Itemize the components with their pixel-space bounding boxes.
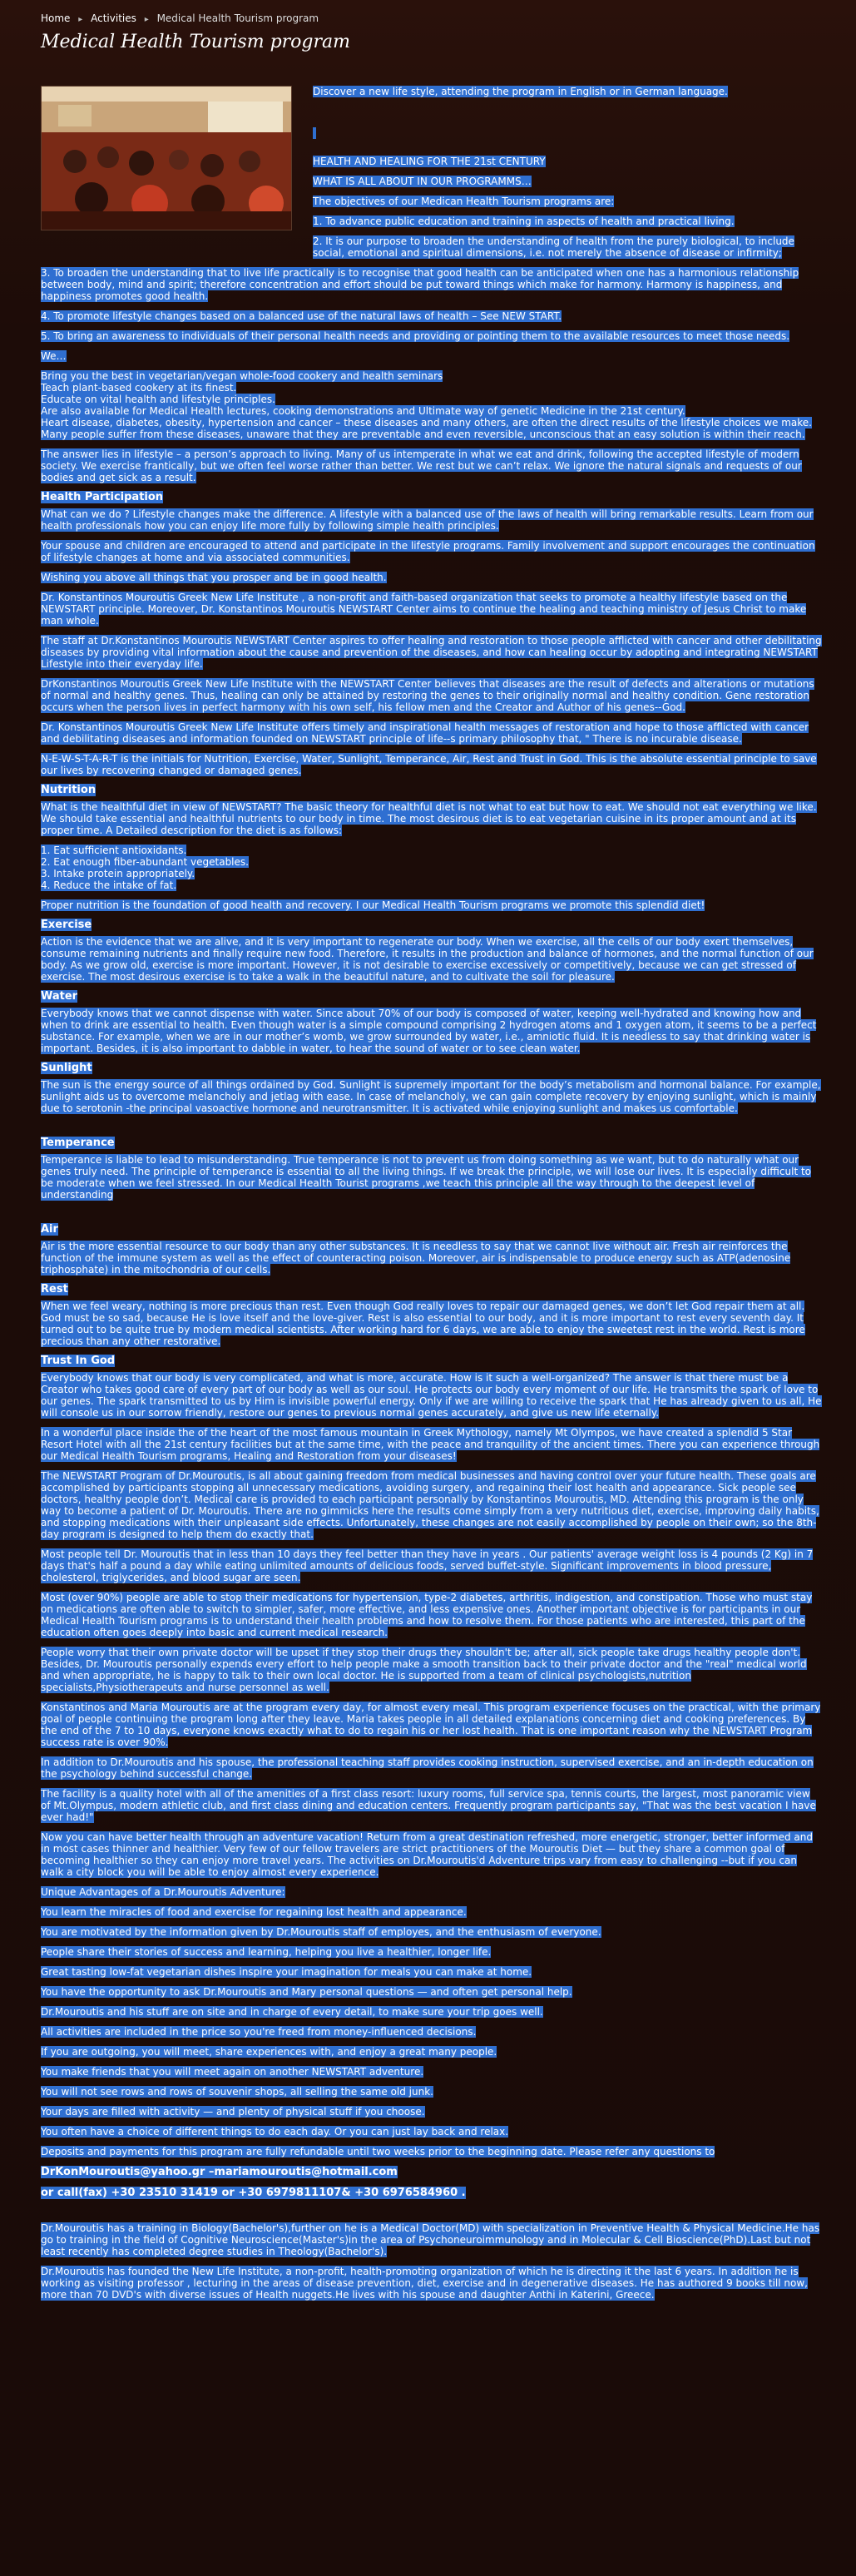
paragraph: The NEWSTART Program of Dr.Mouroutis, is all about gaining freedom from medical businesses and having control over your future health. These goals are accomplished by participants stopping all unnecessary medications, avoiding surgery, and regaining their lost health and appearance. Sick people see doctors, healthy people don’t. Medical care is provided to each participant personally by Konstantinos Mouroutis, MD. Attending this program is the only way to become a patient of Dr. Mouroutis. There are no gimmicks here the results come simply from a very nutritious diet, exercise, improving daily habits, and stopping medications with their unpleasant side effects. Unfortunately, these changes are not easily accomplished by people on their own; so the 8th-day program is designed to help them do exactly that. [41,1470,819,1540]
contact-phone: or call(fax) +30 23510 31419 or +30 6979811107& +30 6976584960 . [41,2187,466,2199]
article-body [41,86,823,2309]
advantage-item: People share their stories of success and learning, helping you live a healthier, longer life. [41,1946,492,1958]
section-heading: Exercise [41,919,92,931]
paragraph: People worry that their own private doctor will be upset if they stop their drugs they shouldn't be; after all, sick people take drugs healthy people don't. Besides, Dr. Mouroutis personally expends every effort to help people make a smooth transition back to their private doctor and the "real" medical world and when appropriate, he is happy to talk to their own local doctor. He is supported from a team of clinical psychologists,nutrition specialists,Physiotherapeuts and nurse personnel as well. [41,1647,807,1693]
paragraph: Now you can have better health through an adventure vacation! Return from a great destination refreshed, more energetic, stronger, better informed and in most cases thinner and healthier. Very few of our fellow travelers are strict practitioners of the Mouroutis Diet — but they share a common goal of becoming healthier so they can enjoy more travel years. The activities on Dr.Mouroutis'd Adventure trips vary from easy to challenging --but if you can walk a city block you will be able to enjoy almost every experience. [41,1831,813,1878]
advantage-item: Great tasting low-fat vegetarian dishes inspire your imagination for meals you can make at home. [41,1966,532,1978]
intro-heading: The objectives of our Medican Health Tourism programs are: [313,196,615,207]
paragraph: The facility is a quality hotel with all of the amenities of a first class resort: luxury rooms, full service spa, tennis courts, the largest, most panoramic view of Mt.Olympus, modern athletic club, and first class dining and education centers. Frequently program participants say, "That was the best vacation I have ever had!" [41,1788,816,1823]
paragraph: Konstantinos and Maria Mouroutis are at the program every day, for almost every meal. This program experience focuses on the practical, with the primary goal of people continuing the program long after they leave. Maria takes people in all detailed explanations concerning diet and cooking preferences. By the end of the 7 to 10 days, everyone knows exactly what to do to regain his or her lost health. That is one important reason why the NEWSTART Program success rate is over 90%. [41,1702,821,1748]
section-heading: Temperance [41,1137,115,1149]
advantage-item: You will not see rows and rows of souvenir shops, all selling the same old junk. [41,2086,433,2098]
advantage-item: Deposits and payments for this program are fully refundable until two weeks prior to the beginning date. Please refer any questions to [41,2146,715,2157]
list-item: 3. Intake protein appropriately. [41,868,195,879]
breadcrumb-separator-icon: ▸ [78,15,83,24]
intro-heading: HEALTH AND HEALING FOR THE 21st CENTURY [313,156,546,167]
breadcrumb-home[interactable]: Home [41,12,71,24]
advantage-item: If you are outgoing, you will meet, share experiences with, and enjoy a great many people. [41,2046,497,2058]
objective-item: 4. To promote lifestyle changes based on a balanced use of the natural laws of health – See NEW START. [41,310,562,322]
section-heading: Trust In God [41,1355,116,1367]
advantages-heading: Unique Advantages of a Dr.Mouroutis Adventure: [41,1886,285,1898]
we-heading: We… [41,350,67,362]
advantage-item: You have the opportunity to ask Dr.Mouroutis and Mary personal questions — and often get personal help. [41,1986,572,1998]
paragraph: What is the healthful diet in view of NEWSTART? The basic theory for healthful diet is not what to eat but how to eat. We should not eat everything we like. We should take essential and healthful nutrients to our body in time. The most desirous diet is to eat vegetarian cuisine in its proper amount and at its proper time. A Detailed description for the diet is as follows: [41,801,817,836]
paragraph: The sun is the energy source of all things ordained by God. Sunlight is supremely important for the body’s metabolism and hormonal balance. For example, sunlight aids us to overcome melancholy and jetlag with ease. In case of melancholy, we can gain complete recovery by enjoying sunlight, which is mainly due to serotonin -the principal vasoactive hormone and neurotransmitter. It is activated while enjoying sunlight and makes us comfortable. [41,1079,821,1114]
paragraph: In addition to Dr.Mouroutis and his spouse, the professional teaching staff provides cooking instruction, supervised exercise, and an in-depth education on the psychology behind successful change. [41,1756,814,1780]
section-heading: Water [41,990,78,1003]
section-heading: Health Participation [41,491,164,503]
advantage-item: You learn the miracles of food and exercise for regaining lost health and appearance. [41,1906,467,1918]
paragraph: When we feel weary, nothing is more precious than rest. Even though God really loves to repair our damaged genes, we don’t let God repair them at all. God must be so sad, because He is love itself and the love-giver. Rest is also essential to our body, and it is more important to rest every seventh day. It turned out to be quite true by modern medical scientists. After working hard for 6 days, we are able to enjoy the sweetest rest in the world. Rest is more precious than any other restorative. [41,1300,805,1347]
list-item: 4. Reduce the intake of fat. [41,879,177,891]
breadcrumb-current: Medical Health Tourism program [156,12,319,24]
intro-lead: Discover a new life style, attending the program in English or in German language. [313,86,728,97]
bio-paragraph: Dr.Mouroutis has founded the New Life Institute, a non-profit, health-promoting organization of which he is directing it the last 6 years. In addition he is working as visiting professor , lecturing in the areas of disease prevention, diet, exercise and in degenerative diseases. He has authored 9 books till now, more than 70 DVD's with diverse issues of Health nuggets.He lives with his spouse and daughter Anthi in Katerini, Greece. [41,2266,808,2301]
we-list [41,370,823,440]
we-item: Many people suffer from these diseases, unaware that they are preventable and even reversible, unconscious that an easy solution is within their reach. [41,429,805,440]
diet-list [41,845,823,891]
objective-item: 1. To advance public education and training in aspects of health and practical living. [313,215,735,227]
paragraph: Action is the evidence that we are alive, and it is very important to regenerate our body. When we exercise, all the cells of our body exert themselves, consume remaining nutrients and finally require new food. Therefore, it results in the production and balance of hormones, and the normal function of our body. As we grow old, exercise is more important. However, it is not desirable to exercise excessively or competitively, because we can get stressed of exercise. The most desirous exercise is to take a walk in the beautiful nature, and to cultivate the soil for pleasure. [41,936,814,983]
paragraph: Most (over 90%) people are able to stop their medications for hypertension, type-2 diabetes, arthritis, indigestion, and constipation. Those who must stay on medications are often able to switch to simpler, safer, more effective, and less expensive ones. Another important objective is for participants in our Medical Health Tourism programs is to understand their health problems and how to resolve them. For those patients who are interested, this part of the education often goes deeply into basic and current medical research. [41,1592,813,1638]
paragraph: N-E-W-S-T-A-R-T is the initials for Nutrition, Exercise, Water, Sunlight, Temperance, Air, Rest and Trust in God. This is the absolute essential principle to save our lives by recovering changed or damaged genes. [41,753,817,776]
we-item: Teach plant-based cookery at its finest. [41,382,237,394]
paragraph: Dr. Konstantinos Mouroutis Greek New Life Institute , a non-profit and faith-based organization that seeks to promote a healthy lifestyle based on the NEWSTART principle. Moreover, Dr. Konstantinos Mouroutis NEWSTART Center aims to continue the healing and teaching ministry of Jesus Christ to make man whole. [41,592,807,627]
paragraph: Your spouse and children are encouraged to attend and participate in the lifestyle programs. Family involvement and support encourages the continuation of lifestyle changes at home and via associated communities. [41,540,815,563]
breadcrumb [41,12,324,26]
objective-item: 2. It is our purpose to broaden the understanding of health from the purely biological, to include social, emotional and spiritual dimensions, i.e. not merely the absence of disease or infirmity; [313,235,794,259]
list-item: 2. Eat enough fiber-abundant vegetables. [41,856,249,868]
advantage-item: Dr.Mouroutis and his stuff are on site and in charge of every detail, to make sure your trip goes well. [41,2006,543,2018]
we-item: Educate on vital health and lifestyle principles. [41,394,275,405]
breadcrumb-separator-icon: ▸ [144,15,149,24]
section-heading: Nutrition [41,784,96,796]
paragraph: Most people tell Dr. Mouroutis that in less than 10 days they feel better than they have in years . Our patients' average weight loss is 4 pounds (2 Kg) in 7 days that's half a pound a day while eating unlimited amounts of delicious foods, served buffet-style. Significant improvements in blood pressure, cholesterol, triglycerides, and blood sugar are seen. [41,1548,814,1583]
section-heading: Air [41,1223,58,1236]
paragraph: What can we do ? Lifestyle changes make the difference. A lifestyle with a balanced use of the laws of health will bring remarkable results. Learn from our health professionals how you can enjoy life more fully by following simple health principles. [41,508,814,532]
paragraph: Everybody knows that we cannot dispense with water. Since about 70% of our body is composed of water, keeping well-hydrated and knowing how and when to drink are essential to health. Even though water is a simple compound comprising 2 hydrogen atoms and 1 oxygen atom, it seems to be a perfect substance. For example, when we are in our mother’s womb, we grow surrounded by water, i.e., amniotic fluid. It is needless to say that drinking water is important. Besides, it is also important to dabble in water, to hear the sound of water or to see clean water. [41,1008,817,1054]
page-title: Medical Health Tourism program [41,32,350,52]
objective-item: 3. To broaden the understanding that to live life practically is to recognise that good health can be anticipated when one has a harmonious relationship between body, mind and spirit; therefore concentration and effort should be put toward things which make for harmony. Harmony is happiness, and happiness promotes good health. [41,267,799,302]
advantage-item: You often have a choice of different things to do each day. Or you can just lay back and relax. [41,2126,509,2138]
intro-heading: WHAT IS ALL ABOUT IN OUR PROGRAMMS… [313,176,532,187]
advantage-item: You make friends that you will meet again on another NEWSTART adventure. [41,2066,424,2078]
we-item: Are also available for Medical Health lectures, cooking demonstrations and Ultimate way of genetic Medicine in the 21st century. [41,405,685,417]
contact-email-link[interactable]: DrKonMouroutis@yahoo.gr –mariamouroutis@hotmail.com [41,2166,398,2178]
paragraph: Wishing you above all things that you prosper and be in good health. [41,572,387,583]
paragraph: DrKonstantinos Mouroutis Greek New Life Institute with the NEWSTART Center believes that diseases are the result of defects and alterations or mutations of normal and healthy genes. Thus, healing can only be attained by restoring the genes to their originally normal and healthy condition. Gene restoration occurs when the person lives in perfect harmony with his own self, his fellow men and the Creator and Author of his genes--God. [41,678,814,713]
objective-item: 5. To bring an awareness to individuals of their personal health needs and providing or pointing them to the available resources to meet those needs. [41,330,790,342]
advantage-item: You are motivated by the information given by Dr.Mouroutis staff of employes, and the enthusiasm of everyone. [41,1926,601,1938]
we-item: Heart disease, diabetes, obesity, hypertension and cancer – these diseases and many others, are often the direct results of the lifestyle choices we make. [41,417,812,429]
answer-paragraph: The answer lies in lifestyle – a person’s approach to living. Many of us intemperate in what we eat and drink, following the accepted lifestyle of modern society. We exercise frantically, but we often feel worse rather than better. We rest but we can’t relax. We ignore the natural signals and requests of our bodies and get sick as a result. [41,448,802,483]
paragraph: In a wonderful place inside the of the heart of the most famous mountain in Greek Mythology, namely Mt Olympos, we have created a splendid 5 Star Resort Hotel with all the 21st century facilities but at the same time, with the peace and tranquility of the ancient times. There you can experience through our Medical Health Tourism programs, Healing and Restoration from your diseases! [41,1427,820,1462]
advantage-item: All activities are included in the price so you're freed from money-influenced decisions. [41,2026,477,2038]
bio-paragraph: Dr.Mouroutis has a training in Biology(Bachelor's),further on he is a Medical Doctor(MD) with specialization in Preventive Health & Physical Medicine.He has go to training in the field of Cognitive Neuroscience(Master's)in the area of Psychoneuroimmunology and in Molecular & Cell Bioscience(PhD).Last but not least recently has completed degree studies in Theology(Bachelor's). [41,2222,820,2257]
paragraph: Everybody knows that our body is very complicated, and what is more, accurate. How is it such a well-organized? The answer is that there must be a Creator who takes good care of every part of our body as well as our soul. He protects our body every moment of our life. He transmits the spark of love to our genes. The spark transmitted to us by Him is invisible powerful energy. Only if we are willing to receive the spark that He has already given to us all, He will console us in our sorrow friendly, restore our genes to previous normal genes accurately, and give us new life eternally. [41,1372,822,1419]
intro-spacer [313,127,316,139]
breadcrumb-activities[interactable]: Activities [91,12,136,24]
paragraph: Temperance is liable to lead to misunderstanding. True temperance is not to prevent us from doing something as we want, but to do naturally what our genes truly need. The principle of temperance is essential to all the living things. If we break the principle, we will lose our lives. It is especially difficult to be moderate when we feel stressed. In our Medical Health Tourist programs ,we teach this principle all the way through to the deepest level of understanding [41,1154,812,1201]
advantage-item: Your days are filled with activity — and plenty of physical stuff if you choose. [41,2106,425,2118]
section-heading: Rest [41,1283,68,1295]
paragraph: Proper nutrition is the foundation of good health and recovery. I our Medical Health Tourism programs we promote this splendid diet! [41,899,705,911]
we-item: Bring you the best in vegetarian/vegan whole-food cookery and health seminars [41,370,443,382]
paragraph: Air is the more essential resource to our body than any other substances. It is needless to say that we cannot live without air. Fresh air reinforces the function of the immune system as well as the effect of counteracting poison. Moreover, air is indispensable to produce energy such as ATP(adenosine triphosphate) in the mitochondria of our cells. [41,1241,791,1276]
paragraph: Dr. Konstantinos Mouroutis Greek New Life Institute offers timely and inspirational health messages of restoration and hope to those afflicted with cancer and debilitating diseases and information founded on NEWSTART principle of life--s primary philosophy that, " There is no incurable disease. [41,721,809,745]
section-heading: Sunlight [41,1062,92,1074]
paragraph: The staff at Dr.Konstantinos Mouroutis NEWSTART Center aspires to offer healing and restoration to those people afflicted with cancer and other debilitating diseases by providing vital information about the cause and prevention of the diseases, and how can healing occur by adopting and integrating NEWSTART Lifestyle into their everyday life. [41,635,822,670]
list-item: 1. Eat sufficient antioxidants. [41,845,187,856]
